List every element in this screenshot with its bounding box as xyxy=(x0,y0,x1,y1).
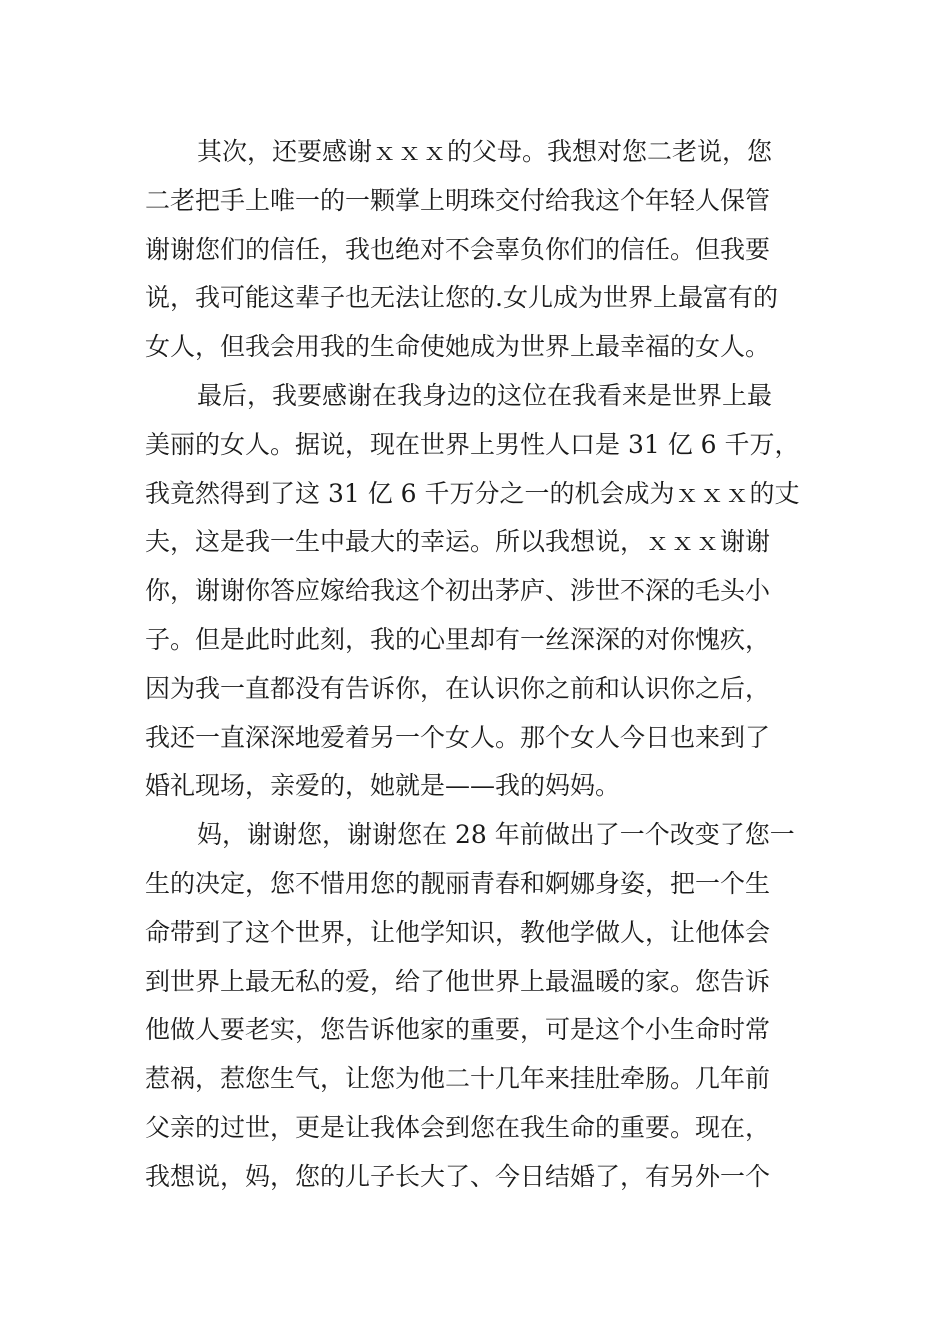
paragraph-line: 二老把手上唯一的一颗掌上明珠交付给我这个年轻人保管 xyxy=(145,185,771,215)
paragraph-line: 你，谢谢你答应嫁给我这个初出茅庐、涉世不深的毛头小 xyxy=(145,576,771,606)
paragraph-line: 到世界上最无私的爱，给了他世界上最温暖的家。您告诉 xyxy=(145,966,771,996)
paragraph-line: 最后，我要感谢在我身边的这位在我看来是世界上最 xyxy=(197,380,773,410)
body-text xyxy=(145,128,810,1202)
paragraph-line: 婚礼现场，亲爱的，她就是——我的妈妈。 xyxy=(145,771,621,801)
paragraph-line: 父亲的过世，更是让我体会到您在我生命的重要。现在， xyxy=(145,1112,771,1142)
paragraph-line: 我还一直深深地爱着另一个女人。那个女人今日也来到了 xyxy=(145,722,771,752)
paragraph-line: 美丽的女人。据说，现在世界上男性人口是 31 亿 6 千万， xyxy=(145,429,800,459)
paragraph-line: 子。但是此时此刻，我的心里却有一丝深深的对你愧疚， xyxy=(145,624,771,654)
paragraph-line: 说，我可能这辈子也无法让您的.女儿成为世界上最富有的 xyxy=(145,283,778,313)
paragraph-line: 谢谢您们的信任，我也绝对不会辜负你们的信任。但我要 xyxy=(145,234,771,264)
paragraph-line: 生的决定，您不惜用您的靓丽青春和婀娜身姿，把一个生 xyxy=(145,868,771,898)
paragraph-line: 因为我一直都没有告诉你，在认识你之前和认识你之后， xyxy=(145,673,771,703)
paragraph-line: 女人，但我会用我的生命使她成为世界上最幸福的女人。 xyxy=(145,332,771,362)
paragraph-line: 命带到了这个世界，让他学知识，教他学做人，让他体会 xyxy=(145,917,771,947)
paragraph-line: 他做人要老实，您告诉他家的重要，可是这个小生命时常 xyxy=(145,1015,771,1045)
paragraph-line: 惹祸，惹您生气，让您为他二十几年来挂肚牵肠。几年前 xyxy=(145,1064,771,1094)
paragraph-line: 夫，这是我一生中最大的幸运。所以我想说，ｘｘｘ谢谢 xyxy=(145,527,771,557)
paragraph-line: 我想说，妈，您的儿子长大了、今日结婚了，有另外一个 xyxy=(145,1161,771,1191)
paragraph-line: 我竟然得到了这 31 亿 6 千万分之一的机会成为ｘｘｘ的丈 xyxy=(145,478,800,508)
paragraph-line: 其次，还要感谢ｘｘｘ的父母。我想对您二老说，您 xyxy=(197,137,773,166)
paragraph-line: 妈，谢谢您，谢谢您在 28 年前做出了一个改变了您一 xyxy=(197,820,795,850)
